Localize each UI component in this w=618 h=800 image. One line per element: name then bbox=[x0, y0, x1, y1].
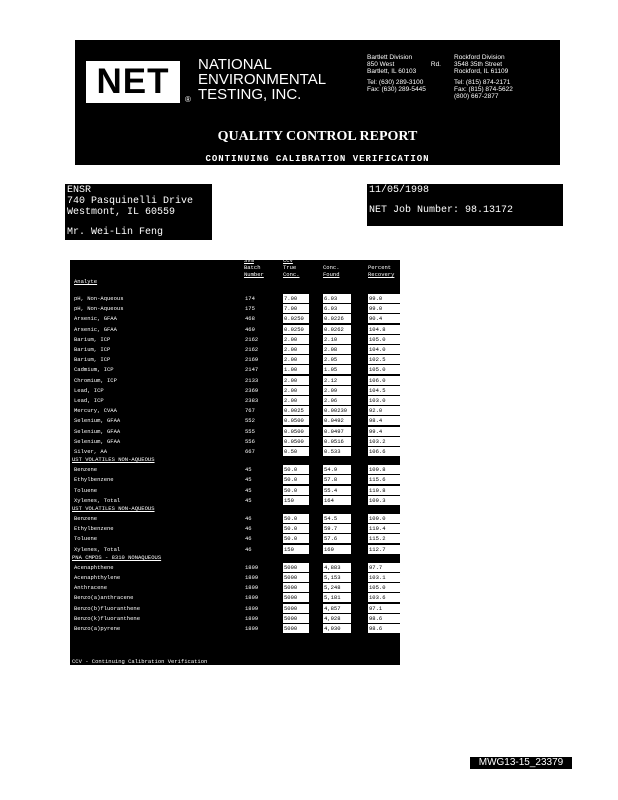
recovery-cell: 97.7 bbox=[368, 563, 400, 572]
col-header-analyte: Analyte bbox=[74, 278, 98, 285]
true-conc-cell: 150 bbox=[283, 545, 309, 554]
col-header-batch: Svm Batch Number bbox=[244, 257, 264, 278]
batch-cell: 2133 bbox=[245, 376, 259, 384]
batch-cell: 46 bbox=[245, 515, 252, 522]
analyte-cell: Ethylbenzene bbox=[74, 525, 114, 533]
analyte-cell: Mercury, CVAA bbox=[74, 407, 117, 415]
address-line: Fax: (630) 289-5445 bbox=[367, 86, 426, 93]
conc-found-cell: 0.0226 bbox=[323, 314, 351, 323]
section-title: PNA CMPDS - 8310 NONAQUEOUS bbox=[72, 553, 162, 561]
analyte-cell: Arsenic, GFAA bbox=[74, 315, 117, 323]
client-city: Westmont, IL 60559 bbox=[67, 207, 176, 218]
batch-cell: 2162 bbox=[245, 346, 259, 353]
true-conc-cell: 0.0250 bbox=[283, 325, 309, 334]
conc-found-cell: 5,248 bbox=[323, 583, 351, 592]
conc-found-cell: 2.10 bbox=[323, 335, 351, 344]
analyte-cell: Lead, ICP bbox=[74, 397, 104, 404]
recovery-cell: 103.1 bbox=[368, 573, 400, 582]
recovery-cell: 104.0 bbox=[368, 345, 400, 354]
batch-cell: 46 bbox=[245, 535, 252, 543]
recovery-cell: 105.0 bbox=[368, 583, 400, 592]
batch-cell: 555 bbox=[245, 427, 255, 435]
analyte-cell: Benzo(a)anthracene bbox=[74, 594, 134, 602]
address-line: Rockford, IL 61109 bbox=[454, 68, 509, 75]
batch-cell: 2369 bbox=[245, 386, 259, 394]
batch-cell: 468 bbox=[245, 315, 255, 323]
company-line: TESTING, INC. bbox=[198, 86, 302, 103]
table-footnote: CCV - Continuing Calibration Verification bbox=[72, 658, 208, 665]
recovery-cell: 106.0 bbox=[368, 376, 400, 385]
conc-found-cell: 169 bbox=[323, 545, 351, 554]
conc-found-cell: 5,153 bbox=[323, 573, 351, 582]
batch-cell: 2383 bbox=[245, 397, 259, 404]
batch-cell: 1809 bbox=[245, 614, 259, 622]
true-conc-cell: 5000 bbox=[283, 583, 309, 592]
job-number-line bbox=[369, 205, 561, 216]
true-conc-cell: 2.00 bbox=[283, 396, 309, 405]
recovery-cell: 112.7 bbox=[368, 545, 400, 554]
analyte-cell: Acenaphthene bbox=[74, 563, 114, 571]
recovery-cell: 115.2 bbox=[368, 534, 400, 543]
section-title: UST VOLATILES NON-AQUEOUS bbox=[72, 505, 155, 512]
conc-found-cell: 6.93 bbox=[323, 294, 351, 303]
conc-found-cell: 2.08 bbox=[323, 345, 351, 354]
analyte-cell: Benzo(b)fluoranthene bbox=[74, 604, 141, 612]
company-line: ENVIRONMENTAL bbox=[198, 71, 327, 88]
true-conc-cell: 0.50 bbox=[283, 447, 309, 456]
client-address-block bbox=[65, 184, 212, 240]
client-name: ENSR bbox=[67, 185, 92, 196]
recovery-cell: 109.8 bbox=[368, 465, 400, 474]
true-conc-cell: 5000 bbox=[283, 593, 309, 602]
recovery-cell: 104.5 bbox=[368, 386, 400, 395]
true-conc-cell: 0.0500 bbox=[283, 416, 309, 425]
conc-found-cell: 57.8 bbox=[323, 475, 351, 484]
batch-cell: 46 bbox=[245, 525, 252, 533]
analyte-cell: Ethylbenzene bbox=[74, 476, 114, 484]
true-conc-cell: 50.0 bbox=[283, 465, 309, 474]
conc-found-cell: 164 bbox=[323, 496, 351, 505]
conc-found-cell: 0.0497 bbox=[323, 427, 351, 436]
true-conc-cell: 50.0 bbox=[283, 514, 309, 523]
conc-found-cell: 4,928 bbox=[323, 614, 351, 623]
batch-cell: 45 bbox=[245, 466, 252, 474]
conc-found-cell: 5,181 bbox=[323, 593, 351, 602]
batch-cell: 469 bbox=[245, 325, 255, 333]
conc-found-cell: 4,857 bbox=[323, 604, 351, 613]
recovery-cell: 97.1 bbox=[368, 604, 400, 613]
conc-found-cell: 4,883 bbox=[323, 563, 351, 572]
col-header-true-conc: CCV True Conc. bbox=[283, 257, 300, 278]
recovery-cell: 109.3 bbox=[368, 496, 400, 505]
true-conc-cell: 2.00 bbox=[283, 355, 309, 364]
true-conc-cell: 50.0 bbox=[283, 475, 309, 484]
recovery-cell: 115.6 bbox=[368, 475, 400, 484]
batch-cell: 175 bbox=[245, 305, 255, 313]
conc-found-cell: 2.05 bbox=[323, 355, 351, 364]
conc-found-cell: 57.6 bbox=[323, 534, 351, 543]
true-conc-cell: 2.00 bbox=[283, 335, 309, 344]
address-line: Fax: (815) 874-5622 bbox=[454, 86, 513, 93]
analyte-cell: Xylenes, Total bbox=[74, 496, 121, 504]
document-id: MWG13-15_23379 bbox=[470, 757, 572, 769]
conc-found-cell: 2.09 bbox=[323, 386, 351, 395]
analyte-cell: Chromium, ICP bbox=[74, 376, 117, 384]
true-conc-cell: 2.00 bbox=[283, 376, 309, 385]
analyte-cell: Toluene bbox=[74, 486, 98, 494]
recovery-cell: 98.6 bbox=[368, 624, 400, 633]
recovery-cell: 105.0 bbox=[368, 365, 400, 374]
analyte-cell: Xylenes, Total bbox=[74, 545, 121, 553]
conc-found-cell: 4,930 bbox=[323, 624, 351, 633]
conc-found-cell: 54.5 bbox=[323, 514, 351, 523]
report-subtitle: CONTINUING CALIBRATION VERIFICATION bbox=[205, 154, 430, 164]
bartlett-division-address bbox=[367, 54, 447, 93]
analyte-cell: Selenium, GFAA bbox=[74, 437, 121, 445]
recovery-cell: 103.6 bbox=[368, 593, 400, 602]
true-conc-cell: 0.0500 bbox=[283, 427, 309, 436]
recovery-cell: 98.6 bbox=[368, 614, 400, 623]
col-header-conc-found: Conc. Found bbox=[323, 264, 340, 278]
true-conc-cell: 5000 bbox=[283, 573, 309, 582]
analyte-cell: pH, Non-Aqueous bbox=[74, 305, 124, 313]
analyte-cell: pH, Non-Aqueous bbox=[74, 295, 124, 302]
recovery-cell: 109.0 bbox=[368, 514, 400, 523]
recovery-cell: 119.4 bbox=[368, 524, 400, 533]
batch-cell: 556 bbox=[245, 437, 255, 445]
batch-cell: 2162 bbox=[245, 335, 259, 343]
batch-cell: 45 bbox=[245, 476, 252, 484]
recovery-cell: 98.4 bbox=[368, 416, 400, 425]
conc-found-cell: 0.0516 bbox=[323, 437, 351, 446]
batch-cell: 667 bbox=[245, 448, 255, 455]
job-number: 98.13172 bbox=[465, 205, 514, 216]
true-conc-cell: 7.00 bbox=[283, 304, 309, 313]
analyte-cell: Lead, ICP bbox=[74, 386, 104, 394]
recovery-cell: 103.2 bbox=[368, 437, 400, 446]
batch-cell: 767 bbox=[245, 407, 255, 415]
batch-cell: 1809 bbox=[245, 563, 259, 571]
qc-results-table bbox=[70, 257, 400, 665]
client-street: 740 Pasquinelli Drive bbox=[67, 196, 194, 207]
address-line: Bartlett, IL 60103 bbox=[367, 68, 417, 75]
true-conc-cell: 0.0500 bbox=[283, 437, 309, 446]
recovery-cell: 104.8 bbox=[368, 325, 400, 334]
conc-found-cell: 55.4 bbox=[323, 486, 351, 495]
analyte-cell: Barium, ICP bbox=[74, 356, 111, 364]
batch-cell: 45 bbox=[245, 486, 252, 494]
conc-found-cell: 59.7 bbox=[323, 524, 351, 533]
analyte-cell: Benzo(k)fluoranthene bbox=[74, 614, 141, 622]
true-conc-cell: 2.00 bbox=[283, 386, 309, 395]
true-conc-cell: 0.0025 bbox=[283, 406, 309, 415]
batch-cell: 174 bbox=[245, 295, 255, 302]
recovery-cell: 99.4 bbox=[368, 427, 400, 436]
job-number-label: NET Job Number: bbox=[369, 205, 460, 216]
analyte-cell: Benzo(a)pyrene bbox=[74, 625, 121, 632]
logo-text: NET bbox=[96, 62, 170, 101]
company-line: NATIONAL bbox=[198, 56, 272, 73]
batch-cell: 1809 bbox=[245, 584, 259, 592]
conc-found-cell: 2.12 bbox=[323, 376, 351, 385]
true-conc-cell: 2.00 bbox=[283, 345, 309, 354]
analyte-cell: Benzene bbox=[74, 466, 98, 474]
analyte-cell: Selenium, GFAA bbox=[74, 417, 121, 425]
analyte-cell: Silver, AA bbox=[74, 448, 108, 455]
analyte-cell: Barium, ICP bbox=[74, 335, 111, 343]
true-conc-cell: 7.00 bbox=[283, 294, 309, 303]
true-conc-cell: 50.0 bbox=[283, 534, 309, 543]
address-line: 3548 35th Street bbox=[454, 61, 503, 68]
conc-found-cell: 54.9 bbox=[323, 465, 351, 474]
analyte-cell: Acenaphthylene bbox=[74, 574, 121, 581]
batch-cell: 1809 bbox=[245, 625, 259, 632]
address-line: Rockford Division bbox=[454, 54, 505, 61]
conc-found-cell: 0.533 bbox=[323, 447, 351, 456]
recovery-cell: 102.5 bbox=[368, 355, 400, 364]
address-line: 850 West Rd. bbox=[367, 61, 441, 68]
address-line: Tel: (815) 874-2171 bbox=[454, 79, 511, 86]
true-conc-cell: 150 bbox=[283, 496, 309, 505]
job-info-block bbox=[367, 184, 563, 226]
batch-cell: 1809 bbox=[245, 574, 259, 581]
company-logo bbox=[83, 58, 183, 106]
conc-found-cell: 6.93 bbox=[323, 304, 351, 313]
recovery-cell: 103.0 bbox=[368, 396, 400, 405]
section-title: UST VOLATILES NON-AQUEOUS bbox=[72, 456, 155, 464]
recovery-cell: 99.0 bbox=[368, 294, 400, 303]
recovery-cell: 99.0 bbox=[368, 304, 400, 313]
true-conc-cell: 5000 bbox=[283, 624, 309, 633]
conc-found-cell: 0.0262 bbox=[323, 325, 351, 334]
analyte-cell: Anthracene bbox=[74, 584, 108, 592]
conc-found-cell: 1.05 bbox=[323, 365, 351, 374]
analyte-cell: Barium, ICP bbox=[74, 346, 111, 353]
analyte-cell: Benzene bbox=[74, 515, 98, 522]
analyte-cell: Arsenic, GFAA bbox=[74, 325, 117, 333]
analyte-cell: Selenium, GFAA bbox=[74, 427, 121, 435]
batch-cell: 1809 bbox=[245, 604, 259, 612]
true-conc-cell: 1.00 bbox=[283, 365, 309, 374]
report-title: QUALITY CONTROL REPORT bbox=[217, 129, 418, 144]
address-line: Tel: (630) 289-3100 bbox=[367, 79, 424, 86]
analyte-cell: Toluene bbox=[74, 535, 98, 543]
batch-cell: 1809 bbox=[245, 594, 259, 602]
true-conc-cell: 5000 bbox=[283, 614, 309, 623]
analyte-cell: Cadmium, ICP bbox=[74, 366, 114, 374]
recovery-cell: 106.6 bbox=[368, 447, 400, 456]
conc-found-cell: 0.0492 bbox=[323, 416, 351, 425]
batch-cell: 45 bbox=[245, 496, 252, 504]
true-conc-cell: 50.0 bbox=[283, 486, 309, 495]
batch-cell: 46 bbox=[245, 545, 252, 553]
true-conc-cell: 0.0250 bbox=[283, 314, 309, 323]
company-name bbox=[198, 57, 326, 102]
rockford-division-address bbox=[454, 54, 544, 100]
recovery-cell: 90.4 bbox=[368, 314, 400, 323]
address-line: Bartlett Division bbox=[367, 54, 413, 61]
true-conc-cell: 5000 bbox=[283, 563, 309, 572]
conc-found-cell: 0.00230 bbox=[323, 406, 351, 415]
registered-mark: ® bbox=[185, 95, 191, 104]
true-conc-cell: 5000 bbox=[283, 604, 309, 613]
batch-cell: 552 bbox=[245, 417, 255, 425]
col-header-recovery: Percent Recovery bbox=[368, 264, 395, 278]
batch-cell: 2147 bbox=[245, 366, 259, 374]
recovery-cell: 110.8 bbox=[368, 486, 400, 495]
recovery-cell: 105.0 bbox=[368, 335, 400, 344]
true-conc-cell: 50.0 bbox=[283, 524, 309, 533]
client-contact: Mr. Wei-Lin Feng bbox=[67, 227, 164, 238]
recovery-cell: 92.0 bbox=[368, 406, 400, 415]
conc-found-cell: 2.06 bbox=[323, 396, 351, 405]
address-line: (800) 667-2877 bbox=[454, 93, 499, 100]
report-date: 11/05/1998 bbox=[369, 185, 430, 196]
batch-cell: 2169 bbox=[245, 356, 259, 364]
